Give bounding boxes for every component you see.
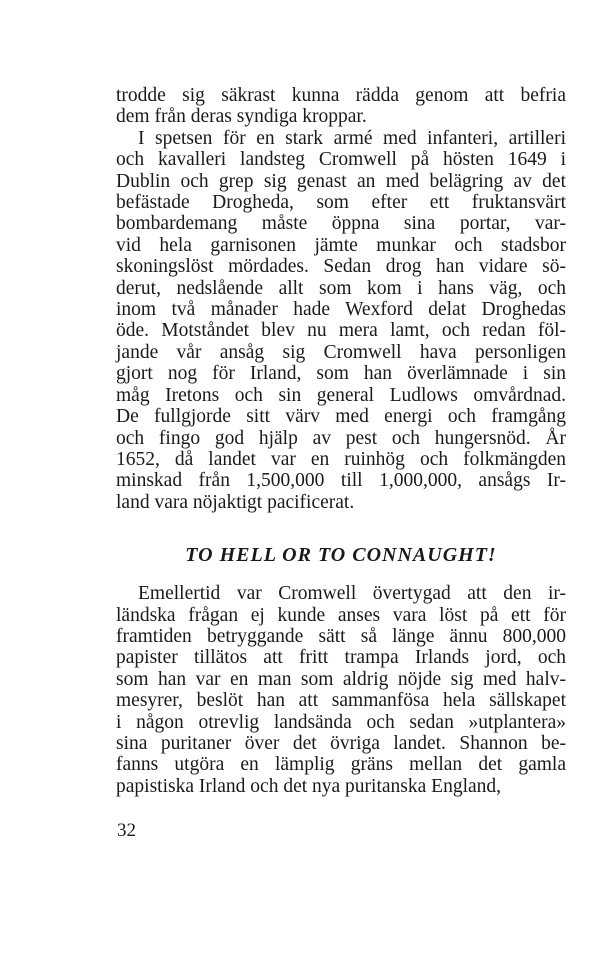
paragraph [116,85,566,128]
text-line: trodde sig säkrast kunna rädda genom att befria [116,85,566,106]
text-line: bombardemang måste öppna sina portar, var- [116,213,566,235]
text-line: måg Iretons och sin general Ludlows omvårdnad. [116,384,566,406]
text-line: gjort nog för Irland, som han överlämnade i sin [116,363,566,385]
text-line: som han var en man som aldrig nöjde sig med halv- [116,668,566,690]
text-line: och kavalleri landsteg Cromwell på hösten 1649 i [116,149,566,171]
text-line: fanns utgöra en lämplig gräns mellan det gamla [116,754,566,776]
text-line: Emellertid var Cromwell övertygad att den ir- [138,583,566,605]
text-after-heading [116,583,566,797]
text-line: i någon otrevlig landsända och sedan »utplantera» [116,711,566,733]
text-before-heading [116,85,566,513]
text-line: dem från deras syndiga kroppar. [116,106,367,128]
text-line: I spetsen för en stark armé med infanteri, artilleri [138,127,566,149]
text-line: befästade Drogheda, som efter ett fruktansvärt [116,192,566,214]
text-line: jande vår ansåg sig Cromwell hava personligen [116,341,566,363]
text-line: öde. Motståndet blev nu mera lamt, och redan föl- [116,320,566,342]
paragraph [116,128,566,513]
text-line: och fingo god hjälp av pest och hungersnöd. År [116,427,566,449]
section-heading: TO HELL OR TO CONNAUGHT! [185,544,497,567]
text-line: mesyrer, beslöt han att sammanfösa hela sällskapet [116,690,566,712]
text-line: derut, nedslående allt som kom i hans väg, och [116,277,566,299]
text-line: De fullgjorde sitt värv med energi och framgång [116,406,566,428]
text-line: sina puritaner över det övriga landet. Shannon be- [116,732,566,754]
text-line: land vara nöjaktigt pacificerat. [116,491,355,513]
text-line: framtiden betryggande sätt så länge ännu 800,000 [116,625,566,647]
page-number: 32 [117,820,136,841]
text-line: papister tillätos att fritt trampa Irlands jord, och [116,647,566,669]
paragraph [116,583,566,797]
text-line: inom två månader hade Wexford delat Droghedas [116,299,566,321]
text-line: skoningslöst mördades. Sedan drog han vidare sö- [116,256,566,278]
text-line: ländska frågan ej kunde anses vara löst på ett för [116,604,566,626]
text-line: 1652, då landet var en ruinhög och folkmängden [116,448,566,470]
text-line: Dublin och grep sig genast an med belägring av det [116,170,566,192]
page-body [116,85,566,797]
text-line: papistiska Irland och det nya puritanska England, [116,775,502,797]
text-line: vid hela garnisonen jämte munkar och stadsbor [116,234,566,256]
text-line: minskad från 1,500,000 till 1,000,000, ansågs Ir- [116,470,566,492]
